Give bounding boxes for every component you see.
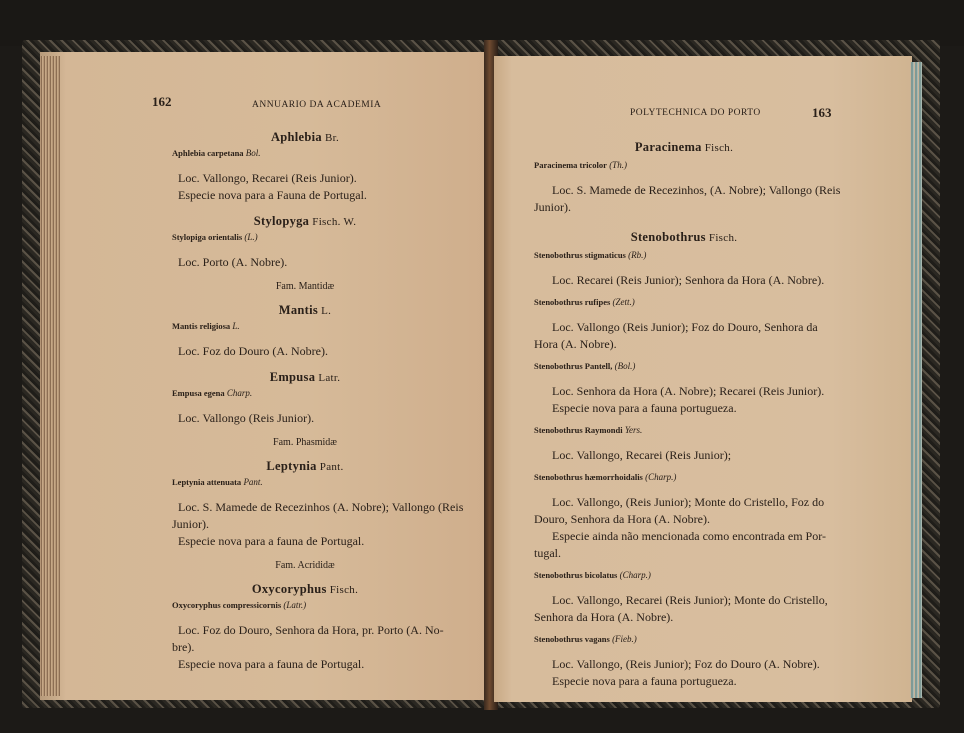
species-label: Leptynia attenuata: [172, 477, 242, 487]
species-name: [172, 388, 252, 398]
genus-name: Oxycoryphus: [251, 582, 327, 596]
species-name: [534, 160, 627, 170]
species-author: (Latr.): [281, 600, 307, 610]
body-line: Loc. Vallongo (Reis Junior).: [178, 411, 315, 425]
body-line: Especie nova para a Fauna de Portugal.: [178, 188, 367, 202]
genus-name: Mantis: [278, 303, 319, 317]
species-name: [172, 321, 240, 331]
species-author: L.: [230, 321, 240, 331]
species-label: Stenobothrus vagans: [534, 634, 610, 644]
species-label: Stenobothrus hæmorrhoidalis: [534, 472, 643, 482]
body-line: Especie nova para a fauna de Portugal.: [178, 534, 365, 548]
family-heading: Fam. Phasmidæ: [273, 437, 337, 448]
genus-heading: [150, 130, 460, 145]
species-name: [172, 232, 258, 242]
species-author: (Charp.): [642, 472, 677, 482]
body-line: Loc. S. Mamede de Recezinhos (A. Nobre); Vallongo (Reis: [178, 500, 464, 514]
species-author: (Zett.): [610, 297, 635, 307]
genus-author: Fisch. W.: [309, 216, 357, 228]
body-line: Loc. Vallongo (Reis Junior); Foz do Douro, Senhora da: [552, 320, 818, 334]
species-author: (Rb.): [625, 250, 647, 260]
species-author: Bol.: [243, 148, 261, 158]
genus-author: Latr.: [315, 372, 341, 384]
body-line: Loc. Recarei (Reis Junior); Senhora da Hora (A. Nobre).: [552, 273, 825, 287]
body-line: Loc. Foz do Douro, Senhora da Hora, pr. Porto (A. No-: [178, 623, 444, 637]
genus-author: Fisch.: [701, 142, 734, 154]
genus-name: Stenobothrus: [630, 230, 706, 244]
body-line: Loc. Vallongo, Recarei (Reis Junior);: [552, 448, 732, 462]
species-name: [534, 250, 646, 260]
body-line: Loc. Vallongo, (Reis Junior); Foz do Douro (A. Nobre).: [552, 657, 820, 671]
species-author: (L.): [242, 232, 258, 242]
page-edges-right: [910, 62, 922, 698]
body-line: Junior).: [534, 200, 571, 214]
body-line: Junior).: [172, 517, 209, 531]
genus-name: Empusa: [269, 370, 316, 384]
body-line: Loc. Vallongo, Recarei (Reis Junior); Monte do Cristello,: [552, 593, 828, 607]
body-line: Loc. Vallongo, (Reis Junior); Monte do Cristello, Foz do: [552, 495, 825, 509]
page-number: 162: [152, 94, 172, 109]
body-line: Douro, Senhora da Hora (A. Nobre).: [534, 512, 710, 526]
species-label: Stenobothrus Raymondi: [534, 425, 623, 435]
species-name: [172, 600, 306, 610]
genus-name: Aphlebia: [270, 130, 322, 144]
species-author: (Charp.): [617, 570, 651, 580]
species-name: [534, 634, 637, 644]
running-header: ANNUARIO DA ACADEMIA: [252, 100, 382, 110]
body-line: Loc. Porto (A. Nobre).: [178, 255, 288, 269]
body-line: Especie ainda não mencionada como encontrada em Por-: [552, 529, 826, 543]
species-label: Stenobothrus Pantell,: [534, 361, 613, 371]
body-line: Loc. Senhora da Hora (A. Nobre); Recarei (Reis Junior).: [552, 384, 825, 398]
running-header: POLYTECHNICA DO PORTO: [630, 108, 761, 118]
genus-heading: [150, 459, 460, 474]
genus-author: Br.: [321, 132, 340, 144]
genus-heading: [150, 582, 460, 597]
species-author: (Fieb.): [609, 634, 637, 644]
page-number: 163: [812, 105, 832, 120]
body-line: Loc. Vallongo, Recarei (Reis Junior).: [178, 171, 357, 185]
species-author: (Bol.): [612, 361, 636, 371]
species-label: Stenobothrus rufipes: [534, 297, 611, 307]
body-line: Especie nova para a fauna portugueza.: [552, 674, 737, 688]
species-name: [534, 425, 642, 435]
species-label: Oxycoryphus compressicornis: [172, 600, 282, 610]
genus-heading: [514, 230, 854, 245]
genus-heading: [514, 140, 854, 155]
genus-author: L.: [318, 305, 332, 317]
body-line: Loc. Foz do Douro (A. Nobre).: [178, 344, 328, 358]
body-line: Especie nova para a fauna de Portugal.: [178, 657, 365, 671]
right-page: [494, 56, 912, 702]
genus-author: Fisch.: [326, 584, 359, 596]
genus-heading: [150, 303, 460, 318]
species-author: Yers.: [622, 425, 643, 435]
species-label: Stenobothrus bicolatus: [534, 570, 618, 580]
body-line: Loc. S. Mamede de Recezinhos, (A. Nobre); Vallongo (Reis: [552, 183, 841, 197]
genus-heading: [150, 370, 460, 385]
genus-heading: [150, 214, 460, 229]
family-heading: Fam. Mantidæ: [275, 281, 335, 292]
species-author: (Th.): [606, 160, 627, 170]
species-name: [534, 297, 635, 307]
species-name: [534, 472, 676, 482]
body-line: Especie nova para a fauna portugueza.: [552, 401, 737, 415]
species-name: [172, 148, 261, 158]
genus-name: Leptynia: [266, 459, 317, 473]
page-edges-left: [40, 56, 60, 696]
genus-name: Stylopyga: [253, 214, 310, 228]
left-page: [40, 52, 488, 700]
species-author: Charp.: [224, 388, 253, 398]
species-name: [172, 477, 263, 487]
species-author: Pant.: [241, 477, 263, 487]
body-line: Senhora da Hora (A. Nobre).: [534, 610, 674, 624]
species-name: [534, 570, 651, 580]
body-line: bre).: [172, 640, 195, 654]
genus-author: Pant.: [316, 461, 344, 473]
genus-author: Fisch.: [705, 232, 738, 244]
species-label: Mantis religiosa: [172, 321, 231, 331]
genus-name: Paracinema: [634, 140, 702, 154]
species-label: Empusa egena: [172, 388, 225, 398]
species-label: Stylopiga orientalis: [172, 232, 243, 242]
body-line: tugal.: [534, 546, 561, 560]
body-line: Hora (A. Nobre).: [534, 337, 617, 351]
species-label: Aphlebia carpetana: [172, 148, 244, 158]
species-label: Paracinema tricolor: [534, 160, 607, 170]
species-label: Stenobothrus stigmaticus: [534, 250, 626, 260]
family-heading: Fam. Acrididæ: [275, 560, 335, 571]
species-name: [534, 361, 635, 371]
